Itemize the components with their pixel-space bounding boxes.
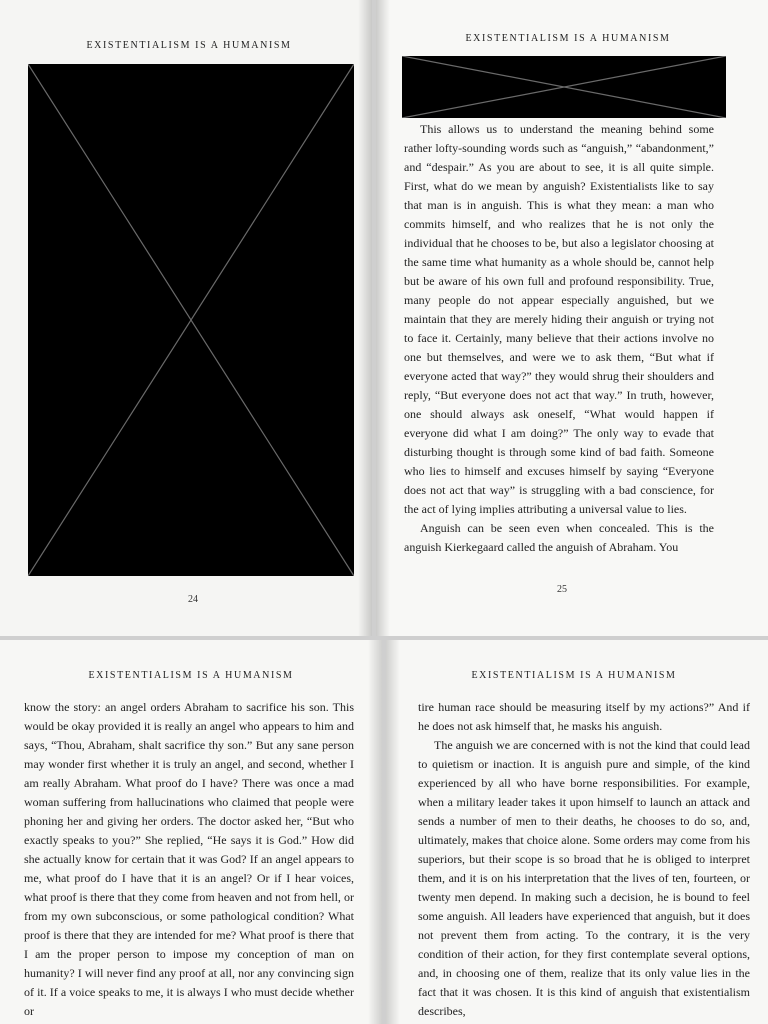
page-25 [376,0,768,636]
page-number: 25 [557,584,567,595]
running-head: EXISTENTIALISM IS A HUMANISM [465,33,671,44]
figure-placeholder [28,64,354,576]
body-text [24,698,354,1021]
gutter-shadow [386,640,400,1024]
paragraph: tire human race should be measuring itself by my actions?” And if he does not ask himself that, he masks his anguish. [418,700,750,733]
running-head: EXISTENTIALISM IS A HUMANISM [86,40,292,51]
page-24 [0,0,372,636]
paragraph: The anguish we are concerned with is not the kind that could lead to quietism or inaction. It is anguish pure and simple, of the kind experienced by all who have borne responsibilities. For example, when a military leader takes it upon himself to launch an attack and sends a number of men to their deaths, he chooses to do so, and, ultimately, makes that choice alone. Some orders may come from his superiors, but their scope is so broad that he is obliged to interpret them, and it is on his interpretation that the lives of ten, fourteen, or twenty men depend. In making such a decision, he is bound to feel some anguish. All leaders have experienced that anguish, but it does not prevent them from acting. To the contrary, it is the very condition of their action, for they first contemplate several options, and, in choosing one of them, realize that its only value lies in the fact that it was chosen. It is this kind of anguish that existentialism describes, [418,738,750,1018]
paragraph: Anguish can be seen even when concealed. This is the anguish Kierkegaard called the anguish of Abraham. You [404,521,714,554]
gutter-shadow [368,640,382,1024]
gutter-shadow [376,0,390,636]
placeholder-cross-icon [28,64,354,576]
gutter-shadow [358,0,372,636]
placeholder-cross-icon [402,56,726,118]
body-text [418,698,750,1021]
paragraph: know the story: an angel orders Abraham to sacrifice his son. This would be okay provided it is really an angel who appears to him and says, “Thou, Abraham, shalt sacrifice thy son.” But any sane person may wonder first whether it is truly an angel, and second, whether I am really Abraham. What proof do I have? There was once a mad woman suffering from hallucinations who claimed that people were phoning her and giving her orders. The doctor asked her, “But who exactly speaks to you?” She replied, “He says it is God.” How did she actually know for certain that it was God? If an angel appears to me, what proof do I have that it is an angel? Or if I hear voices, what proof is there that they come from heaven and not from hell, or from my own subconscious, or some pathological condition? What proof is there that they are intended for me? What proof is there that I am the proper person to impose my conception of man on humanity? I will never find any proof at all, nor any convincing sign of it. If a voice speaks to me, it is always I who must decide whether or [24,700,354,1018]
page-26 [0,640,382,1024]
paragraph: This allows us to understand the meaning behind some rather lofty-sounding words such as “anguish,” “abandonment,” and “despair.” As you are about to see, it is all quite simple. First, what do we mean by anguish? Existentialists like to say that man is in anguish. This is what they mean: a man who commits himself, and who realizes that he is not only the individual that he chooses to be, but also a legislator choosing at the same time what humanity as a whole should be, cannot help but be aware of his own full and profound responsibility. True, many people do not appear especially anguished, but we maintain that they are merely hiding their anguish or trying not to face it. Certainly, many believe that their actions involve no one but themselves, and were we to ask them, “But what if everyone acted that way?” they would shrug their shoulders and reply, “But everyone does not act that way.” In truth, however, one should always ask oneself, “What would happen if everyone did what I am doing?” The only way to evade that disturbing thought is through some kind of bad faith. Someone who lies to himself and excuses himself by saying “Everyone does not act that way” is struggling with a bad conscience, for the act of lying implies attributing a universal value to lies. [404,122,714,516]
body-text [404,120,714,557]
running-head: EXISTENTIALISM IS A HUMANISM [88,670,294,681]
figure-placeholder [402,56,726,118]
page-27 [386,640,768,1024]
page-number: 24 [188,594,198,605]
running-head: EXISTENTIALISM IS A HUMANISM [471,670,677,681]
